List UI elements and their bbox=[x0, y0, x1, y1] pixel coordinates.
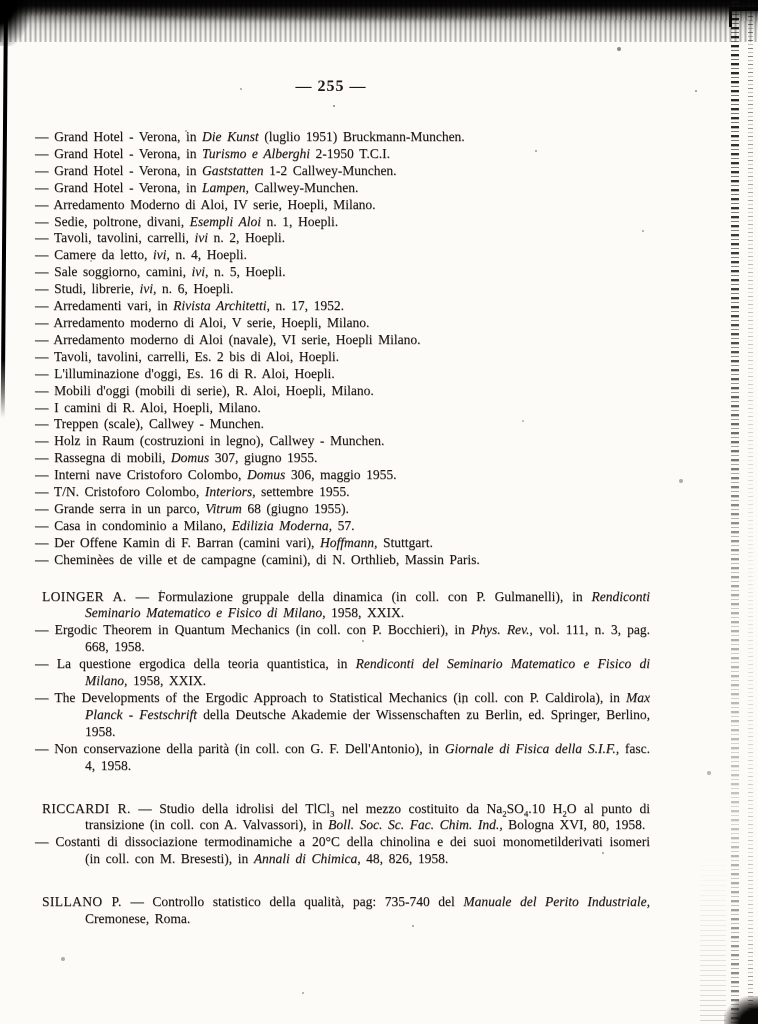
bibliography-entry bbox=[0, 690, 650, 741]
entry-text: Non conservazione della parità (in coll. con G. F. Dell'Antonio), in bbox=[54, 740, 445, 756]
italic-title: Vitrum bbox=[205, 500, 242, 516]
dash-marker: — bbox=[35, 281, 55, 297]
entry-text: — Studio della idrolisi del TlCl bbox=[130, 800, 330, 816]
entry-text: Arredamento moderno di Aloi (navale), VI serie, Hoepli Milano. bbox=[53, 331, 421, 347]
dash-marker: — bbox=[35, 196, 54, 212]
scan-speckle-column-bottom-right bbox=[700, 850, 726, 1024]
dash-marker: — bbox=[35, 500, 55, 516]
bibliography-entry bbox=[0, 129, 650, 146]
bibliography-entry bbox=[0, 400, 650, 417]
bibliography-entry bbox=[0, 214, 650, 231]
dash-marker: — bbox=[35, 348, 54, 364]
dash-marker: — bbox=[35, 314, 54, 330]
entry-text: O al punto di transizione (in coll. con A. Valvassori), in bbox=[85, 800, 651, 833]
italic-title: Rivista Architetti, bbox=[173, 298, 270, 314]
dash-marker: — bbox=[35, 162, 55, 178]
dash-marker: — bbox=[35, 365, 55, 381]
entry-text: (luglio 1951) Bruckmann-Munchen. bbox=[258, 129, 465, 144]
bibliography-entry bbox=[0, 163, 650, 180]
dash-marker: — bbox=[35, 484, 54, 500]
scan-noise-streak bbox=[120, 10, 550, 19]
bibliography-entry bbox=[0, 450, 650, 467]
dash-marker: — bbox=[35, 129, 55, 144]
scan-noise-right-stripe bbox=[731, 0, 739, 1024]
dash-marker: — bbox=[35, 416, 54, 432]
dash-marker: — bbox=[35, 247, 55, 263]
bibliography bbox=[0, 129, 650, 928]
entry-text: Ergodic Theorem in Quantum Mechanics (in coll. con P. Bocchieri), in bbox=[54, 622, 472, 638]
bibliography-entry bbox=[0, 741, 650, 775]
italic-title: Esempli Aloi bbox=[189, 213, 261, 229]
entry-text: n. 2, Hoepli. bbox=[207, 230, 286, 246]
bibliography-entry bbox=[0, 894, 650, 928]
italic-title: Domus bbox=[246, 467, 286, 483]
bibliography-entry bbox=[0, 801, 650, 835]
italic-title: Annali di Chimica, bbox=[253, 851, 361, 867]
entry-text: L'illuminazione d'oggi, Es. 16 di R. Aloi, Hoepli. bbox=[54, 365, 335, 381]
dash-marker: — bbox=[35, 740, 55, 756]
dash-marker: — bbox=[35, 534, 55, 550]
italic-title: ivi, bbox=[139, 281, 157, 297]
entry-text: Tavoli, tavolini, carrelli, bbox=[53, 230, 195, 246]
italic-title: ivi bbox=[194, 230, 208, 246]
entry-text: nel mezzo costituito da Na bbox=[334, 800, 503, 816]
entry-text: — Formulazione gruppale della dinamica (in coll. con P. Gulmanelli), in bbox=[126, 588, 592, 604]
bibliography-entry bbox=[0, 349, 650, 366]
dash-marker: — bbox=[35, 179, 55, 195]
bibliography-entry bbox=[0, 298, 650, 315]
italic-title: Manuale del Perito Industriale, bbox=[463, 894, 650, 910]
entry-text: Grand Hotel - Verona, in bbox=[54, 162, 203, 178]
dash-marker: — bbox=[35, 433, 55, 449]
bibliography-entry bbox=[0, 589, 650, 623]
entry-text: La questione ergodica della teoria quantistica, in bbox=[56, 656, 356, 672]
entry-text: fasc. 4, 1958. bbox=[85, 740, 650, 773]
bibliography-entry bbox=[0, 230, 650, 247]
dash-marker: — bbox=[35, 450, 55, 466]
entry-text: Camere da letto, bbox=[54, 247, 153, 263]
entry-text: SO bbox=[506, 800, 524, 816]
bibliography-entry bbox=[0, 518, 650, 535]
entry-text: Cheminèes de ville et de campagne (camini), di N. Orthlieb, Massin Paris. bbox=[54, 551, 480, 567]
entry-text: 307, giugno 1955. bbox=[209, 450, 318, 466]
entry-text: 68 (giugno 1955). bbox=[241, 500, 349, 516]
bibliography-entry bbox=[0, 433, 650, 450]
entry-text: Studi, librerie, bbox=[54, 281, 140, 297]
scan-noise-right-stripe-outer bbox=[748, 0, 753, 1024]
dash-marker: — bbox=[35, 230, 54, 246]
entry-text: 2-1950 T.C.I. bbox=[309, 145, 390, 161]
entry-text: Callwey-Munchen. bbox=[248, 179, 359, 195]
entry-text: Costanti di dissociazione termodinamiche a 20°C della chinolina e dei suoi monometilderivati isomeri (in coll. con M. Bresesti), in bbox=[55, 834, 650, 867]
entry-text: 306, maggio 1955. bbox=[285, 467, 397, 483]
dash-marker: — bbox=[35, 622, 55, 638]
bibliography-entry bbox=[0, 656, 650, 690]
entry-text: Stuttgart. bbox=[377, 534, 433, 550]
italic-title: Lampen, bbox=[202, 179, 249, 195]
entry-text: Cremonese, Roma. bbox=[85, 911, 191, 927]
entry-text: Interni nave Cristoforo Colombo, bbox=[54, 467, 247, 483]
chemical-subscript: 2 bbox=[562, 808, 567, 819]
entry-text: — Controllo statistico della qualità, pag: 735-740 del bbox=[121, 894, 464, 910]
bibliography-entry bbox=[0, 146, 650, 163]
dash-marker: — bbox=[35, 467, 55, 483]
bibliography-entry bbox=[0, 197, 650, 214]
italic-title: Rendiconti Seminario Matematico e Fisico di Milano, bbox=[85, 588, 650, 621]
entry-text: 1958, XXIX. bbox=[325, 605, 405, 621]
bibliography-entry bbox=[0, 366, 650, 383]
entry-text: I camini di R. Aloi, Hoepli, Milano. bbox=[54, 399, 261, 415]
entry-text: Grand Hotel - Verona, in bbox=[54, 145, 203, 161]
entry-text: Mobili d'oggi (mobili di serie), R. Aloi, Hoepli, Milano. bbox=[54, 382, 374, 398]
italic-title: Giornale di Fisica della S.I.F., bbox=[444, 740, 620, 756]
bibliography-entry bbox=[0, 535, 650, 552]
entry-text: 1-2 Callwey-Munchen. bbox=[263, 162, 397, 178]
entry-text: Grand Hotel - Verona, in bbox=[54, 129, 203, 144]
entry-text: T/N. Cristoforo Colombo, bbox=[53, 484, 205, 500]
sillano-entries bbox=[0, 894, 650, 928]
dash-marker: — bbox=[35, 399, 55, 415]
italic-title: Boll. Soc. Sc. Fac. Chim. Ind., bbox=[328, 817, 503, 833]
entry-text: Der Offene Kamin di F. Barran (camini vari), bbox=[54, 534, 321, 550]
chemical-subscript: 2 bbox=[502, 808, 507, 819]
page-number: — 255 — bbox=[295, 78, 367, 95]
scan-blob-bottom-right bbox=[724, 996, 758, 1024]
bibliography-entry bbox=[0, 484, 650, 501]
entry-text: .10 H bbox=[528, 800, 563, 816]
bibliography-entry bbox=[0, 180, 650, 197]
entry-text: 1958, XXIX. bbox=[127, 673, 207, 689]
chemical-subscript: 3 bbox=[329, 808, 335, 819]
entry-text: n. 5, Hoepli. bbox=[208, 264, 286, 280]
bibliography-entry bbox=[0, 416, 650, 433]
italic-title: Phys. Rev., bbox=[471, 622, 533, 638]
scan-mark-top-right bbox=[729, 7, 758, 27]
italic-title: Interiors, bbox=[204, 484, 256, 500]
works-list bbox=[0, 129, 650, 569]
loinger-entries bbox=[0, 589, 650, 775]
italic-title: Max Planck - Festschrift bbox=[85, 690, 650, 722]
entry-text: n. 4, Hoepli. bbox=[169, 247, 247, 263]
bibliography-entry bbox=[0, 315, 650, 332]
entry-text: Grande serra in un parco, bbox=[54, 500, 206, 516]
italic-title: Turismo e Alberghi bbox=[202, 145, 310, 161]
dash-marker: — bbox=[35, 213, 55, 229]
entry-text: vol. 111, n. 3, pag. 668, 1958. bbox=[85, 622, 650, 655]
bibliography-entry bbox=[0, 383, 650, 400]
entry-text: Sale soggiorno, camini, bbox=[54, 264, 192, 280]
entry-text: Bologna XVI, 80, 1958. bbox=[502, 817, 646, 833]
entry-text: Arredamento Moderno di Aloi, IV serie, Hoepli, Milano. bbox=[53, 196, 376, 212]
italic-title: Domus bbox=[170, 450, 210, 466]
bibliography-entry bbox=[0, 281, 650, 298]
author-name: RICCARDI R. bbox=[42, 800, 131, 816]
author-name: SILLANO P. bbox=[42, 894, 122, 910]
entry-text: 48, 826, 1958. bbox=[360, 851, 449, 867]
entry-text: Rassegna di mobili, bbox=[54, 450, 171, 466]
dash-marker: — bbox=[35, 834, 56, 850]
dash-marker: — bbox=[35, 382, 55, 398]
entry-text: settembre 1955. bbox=[255, 484, 350, 500]
entry-text: The Developments of the Ergodic Approach to Statistical Mechanics (in coll. con P. Caldirola), in bbox=[54, 690, 626, 705]
dash-marker: — bbox=[35, 690, 55, 705]
bibliography-entry bbox=[0, 501, 650, 518]
entry-text: Treppen (scale), Callwey - Munchen. bbox=[53, 416, 264, 432]
italic-title: Hoffmann, bbox=[320, 534, 378, 550]
entry-text: Tavoli, tavolini, carrelli, Es. 2 bis di Aloi, Hoepli. bbox=[53, 348, 339, 364]
entry-text: Sedie, poltrone, divani, bbox=[54, 213, 190, 229]
bibliography-entry bbox=[0, 622, 650, 656]
author-name: LOINGER A. bbox=[42, 588, 127, 604]
dash-marker: — bbox=[35, 551, 55, 567]
italic-title: Rendiconti del Seminario Matematico e Fisico di Milano, bbox=[85, 656, 651, 689]
entry-text: Casa in condominio a Milano, bbox=[54, 517, 232, 533]
bibliography-entry bbox=[0, 332, 650, 349]
entry-text: n. 17, 1952. bbox=[269, 298, 344, 314]
dash-marker: — bbox=[35, 264, 55, 280]
chemical-subscript: 4 bbox=[523, 808, 529, 819]
bibliography-entry bbox=[0, 264, 650, 281]
dash-marker: — bbox=[35, 145, 55, 161]
entry-text: n. 6, Hoepli. bbox=[156, 281, 234, 297]
entry-text: Arredamenti vari, in bbox=[53, 298, 174, 314]
bibliography-entry bbox=[0, 467, 650, 484]
entry-text: Holz in Raum (costruzioni in legno), Callwey - Munchen. bbox=[54, 433, 385, 449]
bibliography-entry bbox=[0, 247, 650, 264]
italic-title: Die Kunst bbox=[202, 129, 259, 144]
bibliography-entry bbox=[0, 552, 650, 569]
bibliography-entry bbox=[0, 834, 650, 868]
italic-title: ivi, bbox=[191, 264, 209, 280]
italic-title: ivi, bbox=[152, 247, 170, 263]
dash-marker: — bbox=[35, 298, 54, 314]
italic-title: Edilizia Moderna, bbox=[231, 517, 333, 533]
entry-text: Arredamento moderno di Aloi, V serie, Hoepli, Milano. bbox=[53, 314, 370, 330]
entry-text: della Deutsche Akademie der Wissenschaften zu Berlin, ed. Springer, Berlino, 1958. bbox=[85, 706, 650, 739]
dash-marker: — bbox=[35, 656, 57, 672]
riccardi-entries bbox=[0, 801, 650, 869]
dash-marker: — bbox=[35, 331, 54, 347]
scan-noise-top-edge bbox=[0, 0, 758, 42]
entry-text: n. 1, Hoepli. bbox=[260, 213, 339, 229]
dash-marker: — bbox=[35, 517, 55, 533]
entry-text: 57. bbox=[332, 517, 355, 533]
entry-text: Grand Hotel - Verona, in bbox=[54, 179, 203, 195]
italic-title: Gaststatten bbox=[202, 162, 264, 178]
